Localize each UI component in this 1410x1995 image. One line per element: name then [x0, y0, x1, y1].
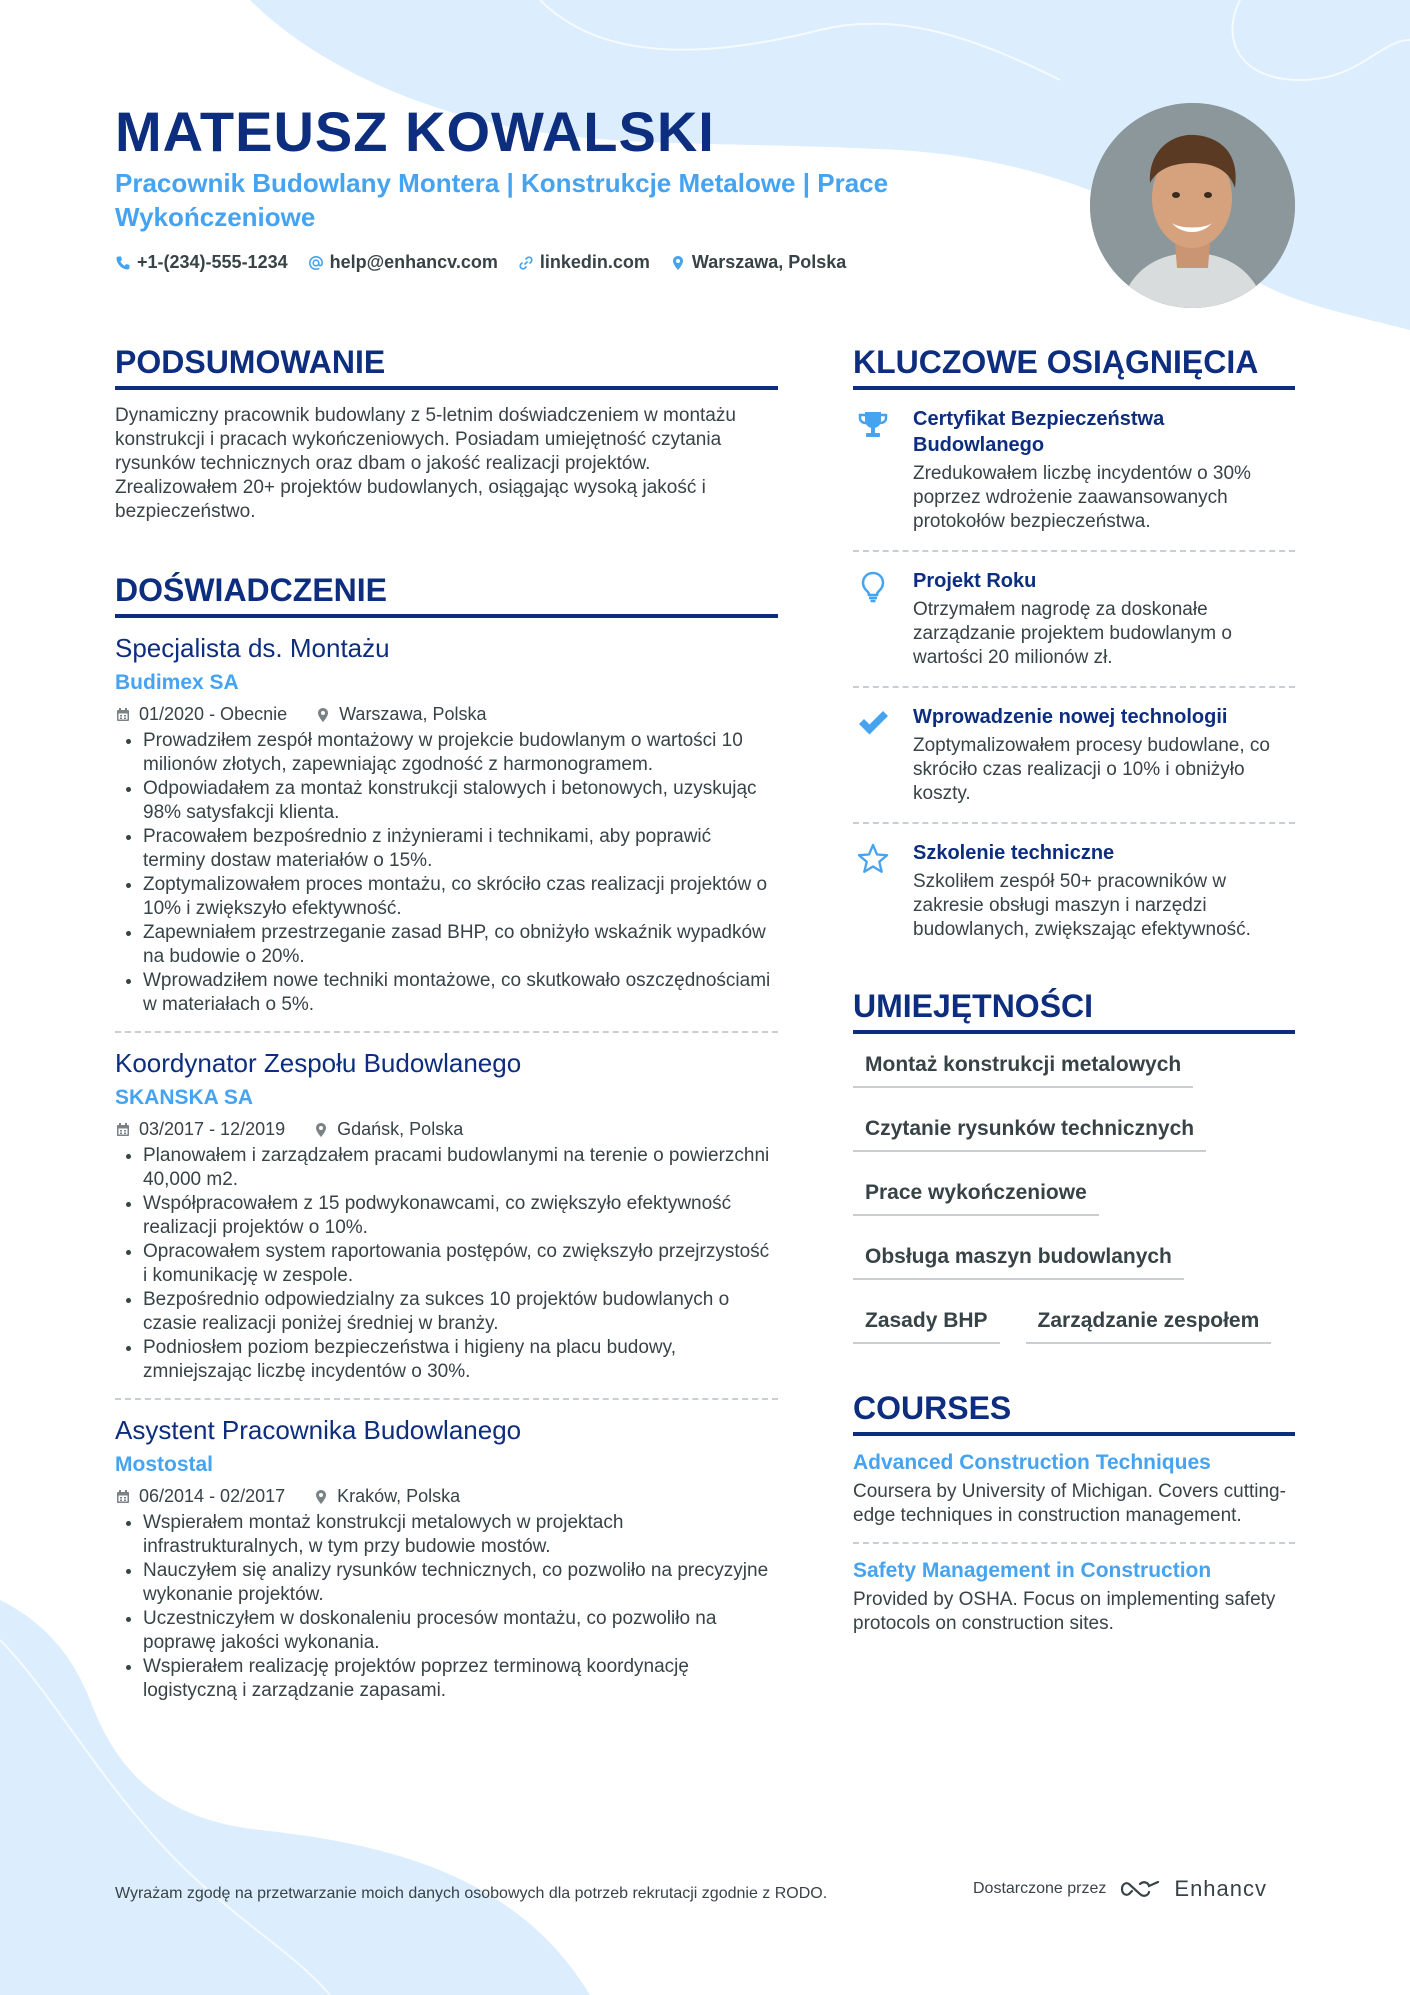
job-location-text: Gdańsk, Polska	[337, 1119, 464, 1139]
achievement-desc: Otrzymałem nagrodę za doskonałe zarządzanie projektem budowlanym o wartości 20 milionów zł.	[913, 599, 1232, 668]
experience-section	[115, 570, 778, 1703]
job-bullets	[115, 729, 778, 1017]
job-meta	[115, 1486, 778, 1507]
calendar-icon	[115, 1122, 131, 1138]
skill-tag: Prace wykończeniowe	[853, 1180, 1099, 1216]
achievement-body	[913, 704, 1295, 806]
achievement-item	[853, 390, 1295, 552]
summary-section	[115, 342, 778, 524]
achievements-heading: KLUCZOWE OSIĄGNIĘCIA	[853, 342, 1295, 390]
achievement-body	[913, 568, 1295, 670]
job-dates-text: 03/2017 - 12/2019	[139, 1119, 286, 1139]
job-entry	[115, 632, 778, 1017]
achievement-body	[913, 840, 1295, 942]
job-company: SKANSKA SA	[115, 1086, 254, 1109]
job-title: Asystent Pracownika Budowlanego	[115, 1415, 522, 1445]
contact-email-text: help@enhancv.com	[329, 252, 498, 272]
skill-tag: Zasady BHP	[853, 1308, 1000, 1344]
job-dates	[115, 704, 287, 725]
job-bullet: • Bezpośrednio odpowiedzialny za sukces 10 projektów budowlanych o czasie realizacji poniżej średniej w branży.	[143, 1288, 778, 1336]
job-entry	[115, 1047, 778, 1384]
job-bullet: • Wprowadziłem nowe techniki montażowe, co skutkowało oszczędnościami w materiałach o 5%.	[143, 969, 778, 1017]
course-item	[853, 1542, 1295, 1650]
job-divider	[115, 1031, 778, 1033]
job-meta	[115, 1119, 778, 1140]
profile-photo-portrait	[1090, 103, 1295, 308]
candidate-name: MATEUSZ KOWALSKI	[115, 100, 715, 163]
contact-location-text: Warszawa, Polska	[691, 252, 847, 272]
job-title: Specjalista ds. Montażu	[115, 633, 390, 663]
job-bullet: • Zapewniałem przestrzeganie zasad BHP, co obniżyło wskaźnik wypadków na budowie o 20%.	[143, 921, 778, 969]
achievements-section	[853, 342, 1295, 958]
achievement-icon-box	[853, 568, 893, 670]
courses-heading: COURSES	[853, 1388, 1295, 1436]
job-location-text: Kraków, Polska	[337, 1486, 461, 1506]
achievement-title: Certyfikat Bezpieczeństwa Budowlanego	[913, 408, 1165, 456]
link-icon	[518, 255, 534, 271]
job-bullet: • Wspierałem realizację projektów poprzez terminową koordynację logistyczną i zarządzanie zapasami.	[143, 1655, 778, 1703]
achievement-title: Projekt Roku	[913, 570, 1037, 592]
skill-tag: Zarządzanie zespołem	[1026, 1308, 1272, 1344]
job-location-text: Warszawa, Polska	[339, 704, 487, 724]
lightbulb-icon	[856, 570, 890, 604]
job-location	[313, 1119, 463, 1140]
skills-list	[853, 1052, 1295, 1344]
calendar-icon	[115, 1489, 131, 1505]
at-icon	[308, 255, 324, 271]
profile-photo	[1090, 103, 1295, 308]
job-bullet: • Odpowiadałem za montaż konstrukcji stalowych i betonowych, uzyskując 98% satysfakcji klienta.	[143, 777, 778, 825]
job-bullets	[115, 1511, 778, 1703]
job-bullet: • Prowadziłem zespół montażowy w projekcie budowlanym o wartości 10 milionów złotych, zapewniając zgodność z harmonogramem.	[143, 729, 778, 777]
contact-location	[670, 252, 846, 273]
calendar-icon	[115, 707, 131, 723]
location-pin-icon	[313, 1489, 329, 1505]
job-company: Mostostal	[115, 1453, 214, 1476]
job-bullet: • Wspierałem montaż konstrukcji metalowych w projektach infrastrukturalnych, w tym przy budowie mostów.	[143, 1511, 778, 1559]
achievement-body	[913, 406, 1295, 534]
job-divider	[115, 1398, 778, 1400]
trophy-icon	[856, 408, 890, 442]
courses-section	[853, 1388, 1295, 1650]
job-location	[315, 704, 486, 725]
job-dates	[115, 1486, 285, 1507]
gdpr-consent: Wyrażam zgodę na przetwarzanie moich danych osobowych dla potrzeb rekrutacji zgodnie z RODO.	[115, 1885, 828, 1902]
job-bullets	[115, 1144, 778, 1384]
location-pin-icon	[670, 255, 686, 271]
achievement-icon-box	[853, 840, 893, 942]
job-dates-text: 01/2020 - Obecnie	[139, 704, 288, 724]
achievement-item	[853, 824, 1295, 958]
powered-by[interactable]	[973, 1876, 1267, 1902]
skill-tag: Montaż konstrukcji metalowych	[853, 1052, 1193, 1088]
contact-email[interactable]	[308, 252, 498, 273]
course-title: Advanced Construction Techniques	[853, 1451, 1211, 1474]
achievement-item	[853, 688, 1295, 824]
right-column	[853, 342, 1295, 1650]
job-bullet: • Pracowałem bezpośrednio z inżynierami i technikami, aby poprawić terminy dostaw materiałów o 15%.	[143, 825, 778, 873]
candidate-title: Pracownik Budowlany Montera | Konstrukcje Metalowe | Prace Wykończeniowe	[115, 168, 889, 232]
phone-icon	[115, 255, 131, 271]
job-dates	[115, 1119, 285, 1140]
job-bullet: • Nauczyłem się analizy rysunków technicznych, co pozwoliło na precyzyjne wykonanie projektów.	[143, 1559, 778, 1607]
achievement-desc: Zoptymalizowałem procesy budowlane, co skróciło czas realizacji o 10% i obniżyło koszty.	[913, 735, 1270, 804]
skills-heading: UMIEJĘTNOŚCI	[853, 986, 1295, 1034]
course-title: Safety Management in Construction	[853, 1559, 1212, 1582]
job-bullet: • Zoptymalizowałem proces montażu, co skróciło czas realizacji projektów o 10% i zwiększyło efektywność.	[143, 873, 778, 921]
left-column	[115, 342, 778, 1703]
experience-heading: DOŚWIADCZENIE	[115, 570, 778, 618]
job-bullet: • Współpracowałem z 15 podwykonawcami, co zwiększyło efektywność realizacji projektów o 10%.	[143, 1192, 778, 1240]
job-bullet: • Podniosłem poziom bezpieczeństwa i higieny na placu budowy, zmniejszając liczbę incydentów o 30%.	[143, 1336, 778, 1384]
summary-text: Dynamiczny pracownik budowlany z 5-letnim doświadczeniem w montażu konstrukcji i pracach wykończeniowych. Posiadam umiejętność czytania rysunków technicznych oraz dbam o jakość realizacji projektów. Zrealizowałem 20+ projektów budowlanych, osiągając wysoką jakość i bezpieczeństwo.	[115, 405, 736, 522]
contact-linkedin-text: linkedin.com	[539, 252, 650, 272]
contact-linkedin[interactable]	[518, 252, 650, 273]
skill-tag: Obsługa maszyn budowlanych	[853, 1244, 1184, 1280]
job-location	[313, 1486, 460, 1507]
summary-heading: PODSUMOWANIE	[115, 342, 778, 390]
enhancv-brand: Enhancv	[1174, 1876, 1268, 1901]
achievement-title: Szkolenie techniczne	[913, 842, 1115, 864]
job-bullet: • Opracowałem system raportowania postępów, co zwiększyło przejrzystość i komunikację w zespole.	[143, 1240, 778, 1288]
job-entry	[115, 1414, 778, 1703]
achievement-item	[853, 552, 1295, 688]
job-bullet: • Uczestniczyłem w doskonaleniu procesów montażu, co pozwoliło na poprawę jakości wykonania.	[143, 1607, 778, 1655]
skill-tag: Czytanie rysunków technicznych	[853, 1116, 1206, 1152]
powered-by-label: Dostarczone przez	[973, 1880, 1107, 1897]
contact-bar	[115, 252, 846, 273]
job-dates-text: 06/2014 - 02/2017	[139, 1486, 286, 1506]
location-pin-icon	[313, 1122, 329, 1138]
course-desc: Provided by OSHA. Focus on implementing safety protocols on construction sites.	[853, 1589, 1276, 1634]
skills-section	[853, 986, 1295, 1344]
job-title: Koordynator Zespołu Budowlanego	[115, 1048, 522, 1078]
achievement-title: Wprowadzenie nowej technologii	[913, 706, 1228, 728]
course-item	[853, 1436, 1295, 1542]
job-company: Budimex SA	[115, 671, 239, 694]
contact-phone-text: +1-(234)-555-1234	[137, 252, 288, 272]
checkmark-icon	[856, 706, 890, 740]
star-icon	[856, 842, 890, 876]
achievement-desc: Zredukowałem liczbę incydentów o 30% poprzez wdrożenie zaawansowanych protokołów bezpieczeństwa.	[913, 463, 1251, 532]
achievement-icon-box	[853, 704, 893, 806]
enhancv-logo-icon	[1118, 1878, 1162, 1900]
contact-phone[interactable]	[115, 252, 288, 273]
location-pin-icon	[315, 707, 331, 723]
achievement-icon-box	[853, 406, 893, 534]
course-desc: Coursera by University of Michigan. Covers cutting-edge techniques in construction management.	[853, 1481, 1286, 1526]
job-bullet: • Planowałem i zarządzałem pracami budowlanymi na terenie o powierzchni 40,000 m2.	[143, 1144, 778, 1192]
achievement-desc: Szkoliłem zespół 50+ pracowników w zakresie obsługi maszyn i narzędzi budowlanych, zwiększając efektywność.	[913, 871, 1251, 940]
job-meta	[115, 704, 778, 725]
